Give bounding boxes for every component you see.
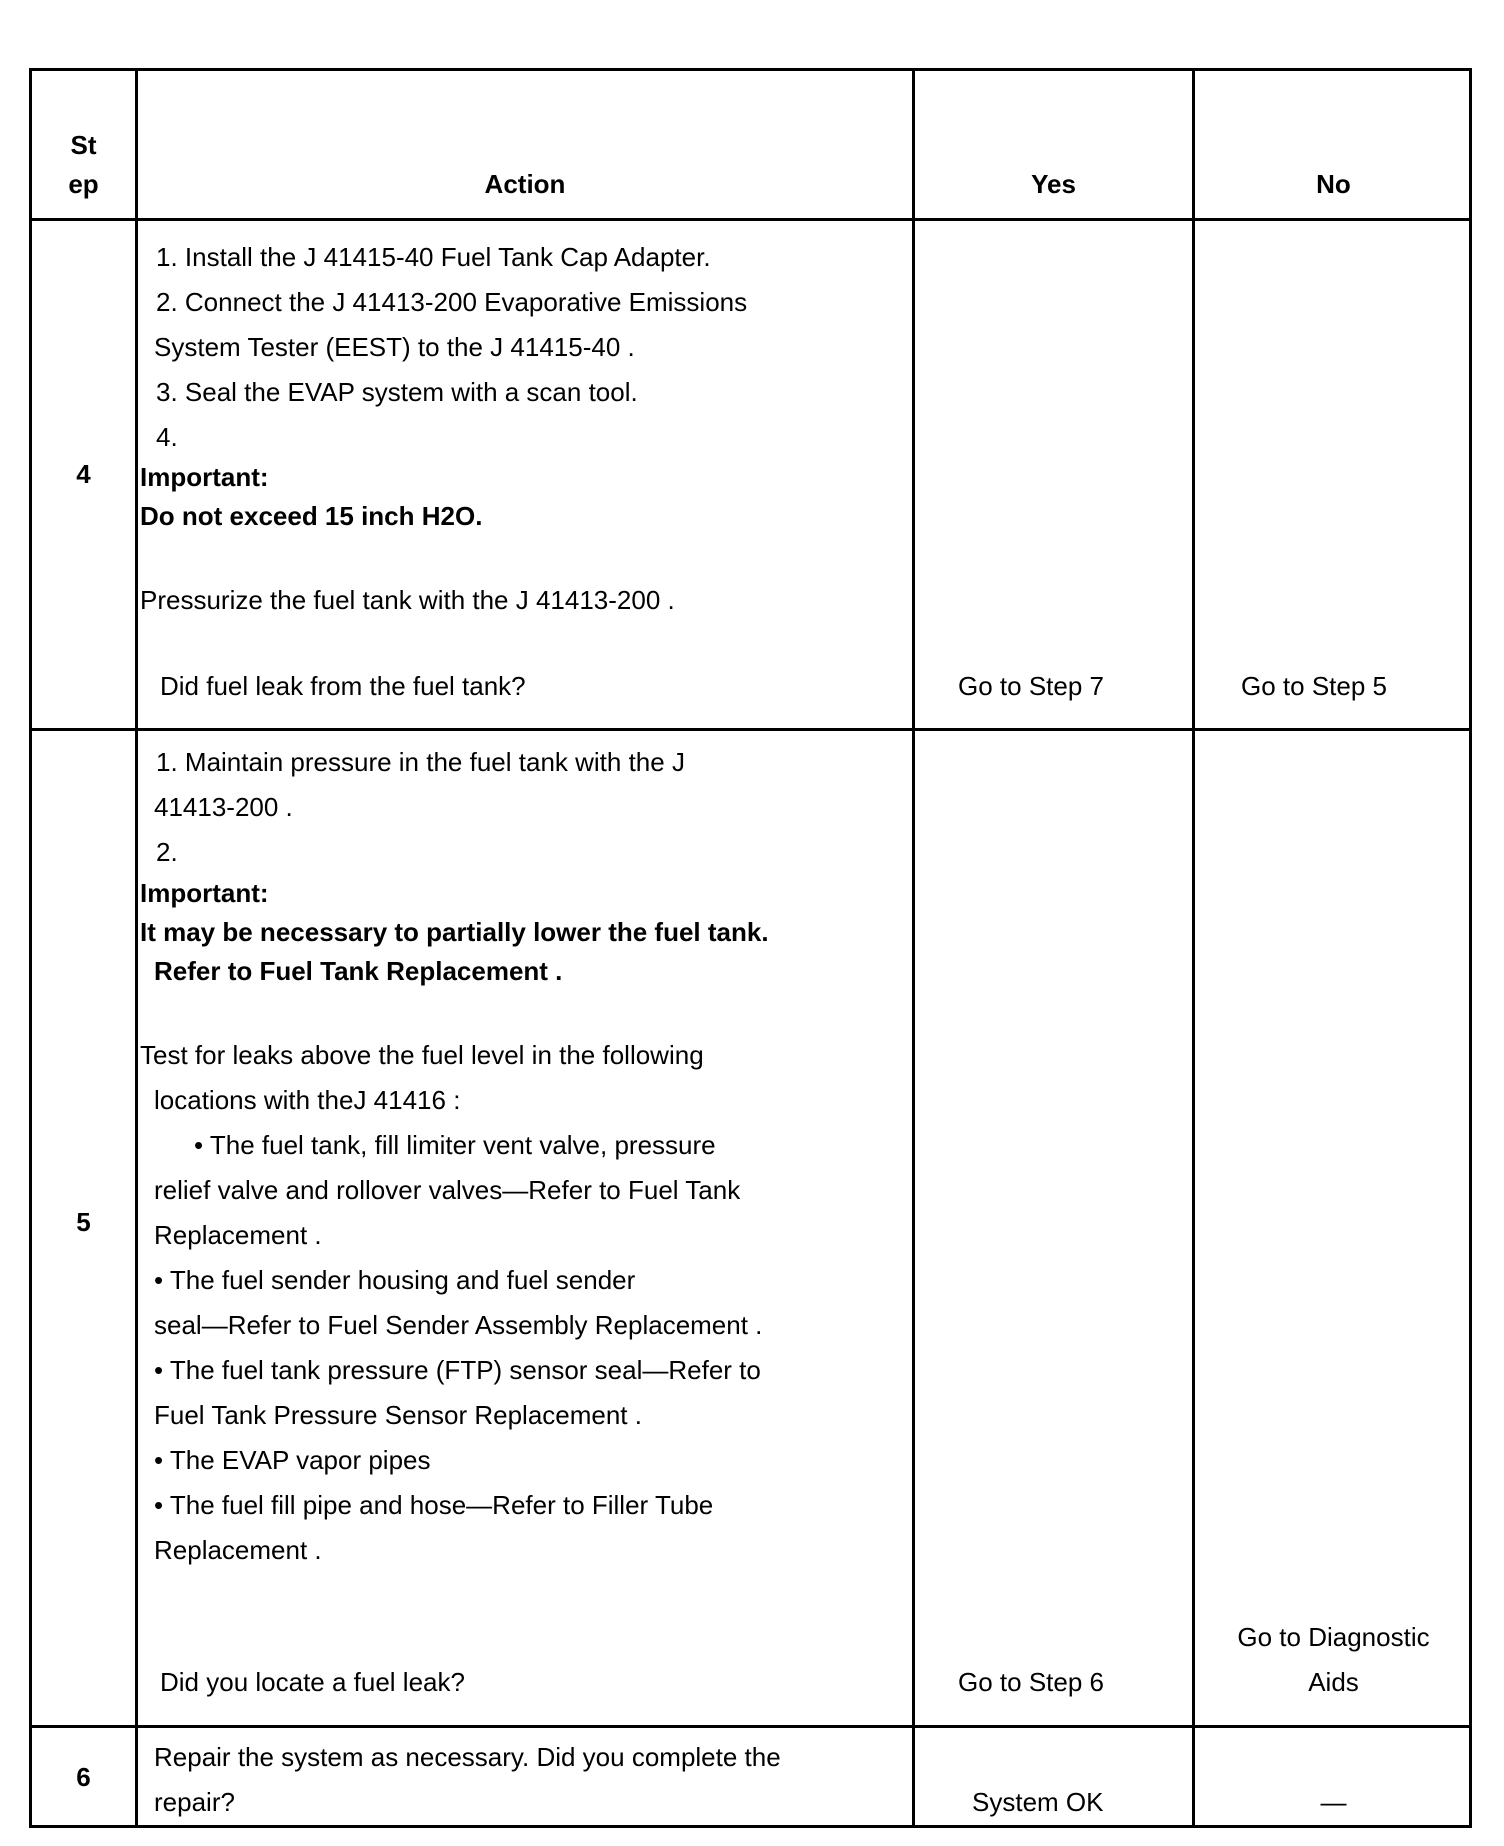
column-divider [1192, 71, 1195, 1825]
no-result: — [1320, 1787, 1347, 1817]
important-text: Do not exceed 15 inch H2O. [140, 501, 483, 531]
bullet-line: • The fuel tank pressure (FTP) sensor seal—Refer to [154, 1355, 761, 1385]
action-line: System Tester (EEST) to the J 41415-40 . [154, 332, 635, 362]
action-line: 4. [156, 422, 178, 452]
header-no: No [1316, 169, 1351, 199]
column-divider [135, 71, 138, 1825]
action-question: Did you locate a fuel leak? [160, 1667, 465, 1697]
important-text: It may be necessary to partially lower the fuel tank. [140, 917, 769, 947]
yes-result: System OK [972, 1787, 1104, 1817]
header-step-line1: St [70, 130, 97, 160]
action-line: 1. Maintain pressure in the fuel tank with the J [156, 747, 685, 777]
yes-result: Go to Step 7 [958, 671, 1104, 701]
no-result: Go to Step 5 [1241, 671, 1387, 701]
row-divider [32, 728, 1469, 731]
header-yes: Yes [1031, 169, 1076, 199]
action-line: Test for leaks above the fuel level in the following [140, 1040, 704, 1070]
action-line: locations with theJ 41416 : [154, 1085, 461, 1115]
no-result: Go to Diagnostic [1237, 1622, 1430, 1652]
action-line: 1. Install the J 41415-40 Fuel Tank Cap Adapter. [156, 242, 711, 272]
action-instruction: Pressurize the fuel tank with the J 41413-200 . [140, 585, 675, 615]
important-label: Important: [140, 878, 269, 908]
action-line: 41413-200 . [154, 792, 293, 822]
action-line: 2. [156, 837, 178, 867]
step-number: 5 [76, 1207, 91, 1237]
important-text: Refer to Fuel Tank Replacement . [154, 956, 563, 986]
bullet-line: Replacement . [154, 1220, 322, 1250]
diagnostic-table [29, 68, 1472, 1828]
header-action: Action [484, 169, 566, 199]
bullet-line: Replacement . [154, 1535, 322, 1565]
step-number: 4 [76, 459, 91, 489]
bullet-line: relief valve and rollover valves—Refer to Fuel Tank [154, 1175, 741, 1205]
action-line: 3. Seal the EVAP system with a scan tool. [156, 377, 638, 407]
action-line: repair? [154, 1787, 235, 1817]
bullet-line: • The fuel tank, fill limiter vent valve, pressure [194, 1130, 716, 1160]
header-step-line2: ep [68, 169, 99, 199]
bullet-line: • The fuel fill pipe and hose—Refer to Filler Tube [154, 1490, 714, 1520]
step-number: 6 [76, 1762, 91, 1792]
column-divider [912, 71, 915, 1825]
yes-result: Go to Step 6 [958, 1667, 1104, 1697]
no-result: Aids [1308, 1667, 1359, 1697]
bullet-line: • The EVAP vapor pipes [154, 1445, 431, 1475]
header-divider [32, 218, 1469, 221]
action-question: Did fuel leak from the fuel tank? [160, 671, 526, 701]
action-line: 2. Connect the J 41413-200 Evaporative Emissions [156, 287, 748, 317]
important-label: Important: [140, 462, 269, 492]
action-line: Repair the system as necessary. Did you complete the [154, 1742, 781, 1772]
bullet-line: • The fuel sender housing and fuel sender [154, 1265, 636, 1295]
bullet-line: seal—Refer to Fuel Sender Assembly Replacement . [154, 1310, 763, 1340]
bullet-line: Fuel Tank Pressure Sensor Replacement . [154, 1400, 642, 1430]
row-divider [32, 1725, 1469, 1728]
